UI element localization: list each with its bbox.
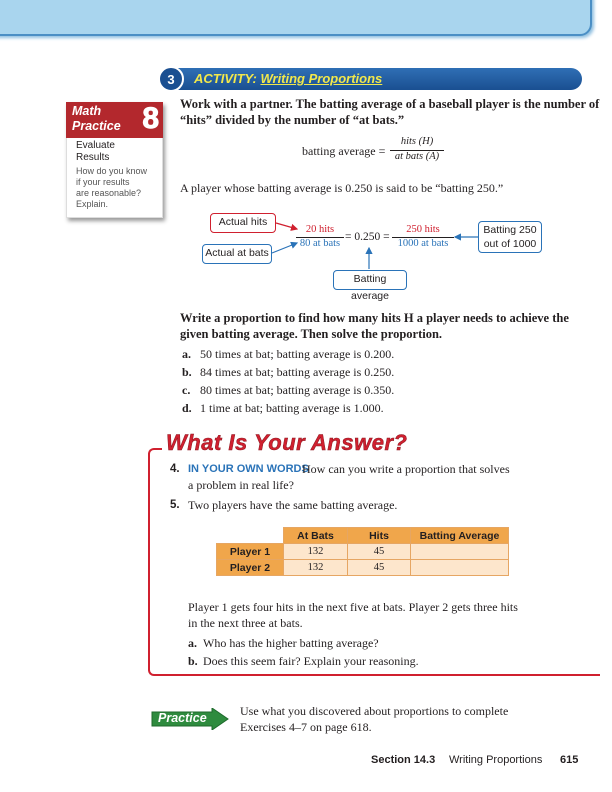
practice-line2: Exercises 4–7 on page 618.: [240, 720, 372, 734]
task-line2: given batting average. Then solve the proportion.: [180, 327, 443, 341]
table-header-cell: At Bats: [284, 528, 348, 544]
table-header-cell: Batting Average: [411, 528, 509, 544]
math-practice-q-line: if your results: [76, 177, 130, 187]
math-practice-title-line1: Math: [72, 104, 102, 118]
activity-name: Writing Proportions: [260, 71, 383, 86]
activity-number: 3: [158, 66, 184, 92]
wiya-title: What Is Your Answer?: [166, 430, 408, 455]
q5-followup-line1: Player 1 gets four hits in the next five at bats. Player 2 gets three hits: [188, 600, 518, 614]
activity-label: ACTIVITY:: [194, 71, 257, 86]
intro-line1: Work with a partner. The batting average of a baseball player is the number of: [180, 97, 600, 111]
practice-label: Practice: [158, 711, 207, 725]
table-header-row: [217, 528, 509, 544]
formula-lhs: batting average =: [302, 144, 386, 158]
table-cell: [411, 560, 509, 576]
q5-sub-text: Does this seem fair? Explain your reasoning.: [203, 654, 419, 668]
callout-batting-250-line2: out of 1000: [483, 238, 537, 250]
callout-actual-hits: Actual hits: [210, 213, 276, 233]
math-practice-sub-line2: Results: [76, 152, 110, 163]
callout-batting-250-line1: Batting 250: [483, 224, 537, 236]
q5-number: 5.: [170, 499, 180, 511]
table-cell: [411, 544, 509, 560]
math-practice-number: 8: [142, 102, 159, 135]
q4-text-line1: How can you write a proportion that solves: [302, 462, 510, 476]
math-practice-sub-line1: Evaluate: [76, 140, 115, 151]
wiya-bracket: [148, 448, 162, 676]
task-line1: Write a proportion to find how many hits H a player needs to achieve the: [180, 311, 569, 325]
table-header-cell: [217, 528, 284, 544]
frac2-numerator: 250 hits: [406, 224, 440, 235]
task-item-text: 84 times at bat; batting average is 0.250.: [200, 365, 395, 379]
footer-page-number: 615: [560, 754, 579, 766]
callout-actual-at-bats: Actual at bats: [202, 244, 272, 264]
task-item-label: b.: [182, 365, 192, 379]
q5-followup-line2: in the next three at bats.: [188, 616, 303, 630]
formula-denominator: at bats (A): [394, 151, 440, 162]
batting-table: [216, 527, 509, 576]
q4-number: 4.: [170, 463, 180, 475]
table-row-header: Player 2: [217, 560, 284, 576]
formula-numerator: hits (H): [400, 136, 434, 147]
table-cell: 45: [348, 544, 411, 560]
task-item-text: 1 time at bat; batting average is 1.000.: [200, 401, 384, 415]
q5-sub-label: a.: [188, 636, 197, 650]
callout-batting-average: Batting average: [333, 270, 407, 290]
q5-text: Two players have the same batting average.: [188, 498, 398, 512]
q5-sub-label: b.: [188, 654, 198, 668]
frac1-numerator: 20 hits: [305, 224, 335, 235]
table-cell: 132: [284, 560, 348, 576]
q5-sub-text: Who has the higher batting average?: [203, 636, 379, 650]
math-practice-q-line: Explain.: [76, 199, 109, 209]
task-item-text: 80 times at bat; batting average is 0.350.: [200, 383, 395, 397]
task-item-label: d.: [182, 401, 192, 415]
math-practice-q-line: How do you know: [76, 166, 148, 176]
math-practice-title-line2: Practice: [72, 119, 121, 133]
intro-line2: “hits” divided by the number of “at bats.”: [180, 113, 405, 127]
table-cell: 45: [348, 560, 411, 576]
intro-example: A player whose batting average is 0.250 is said to be “batting 250.”: [180, 181, 504, 195]
task-item-label: c.: [182, 383, 191, 397]
q4-keyword: IN YOUR OWN WORDS: [188, 463, 309, 475]
diagram-middle: = 0.250 =: [345, 231, 390, 243]
practice-line1: Use what you discovered about proportions to complete: [240, 704, 509, 718]
footer-title: Writing Proportions: [449, 754, 543, 766]
table-row-header: Player 1: [217, 544, 284, 560]
math-practice-q-line: are reasonable?: [76, 188, 142, 198]
q4-text-line2: a problem in real life?: [188, 478, 294, 492]
wiya-bottom-rule: [160, 674, 600, 676]
table-cell: 132: [284, 544, 348, 560]
table-row: [217, 544, 509, 560]
task-item-label: a.: [182, 347, 191, 361]
frac2-denominator: 1000 at bats: [397, 238, 449, 249]
frac1-denominator: 80 at bats: [299, 238, 341, 249]
table-header-cell: Hits: [348, 528, 411, 544]
table-row: [217, 560, 509, 576]
task-item-text: 50 times at bat; batting average is 0.200.: [200, 347, 395, 361]
footer-section: Section 14.3: [371, 754, 436, 766]
callout-batting-250: [478, 221, 542, 253]
